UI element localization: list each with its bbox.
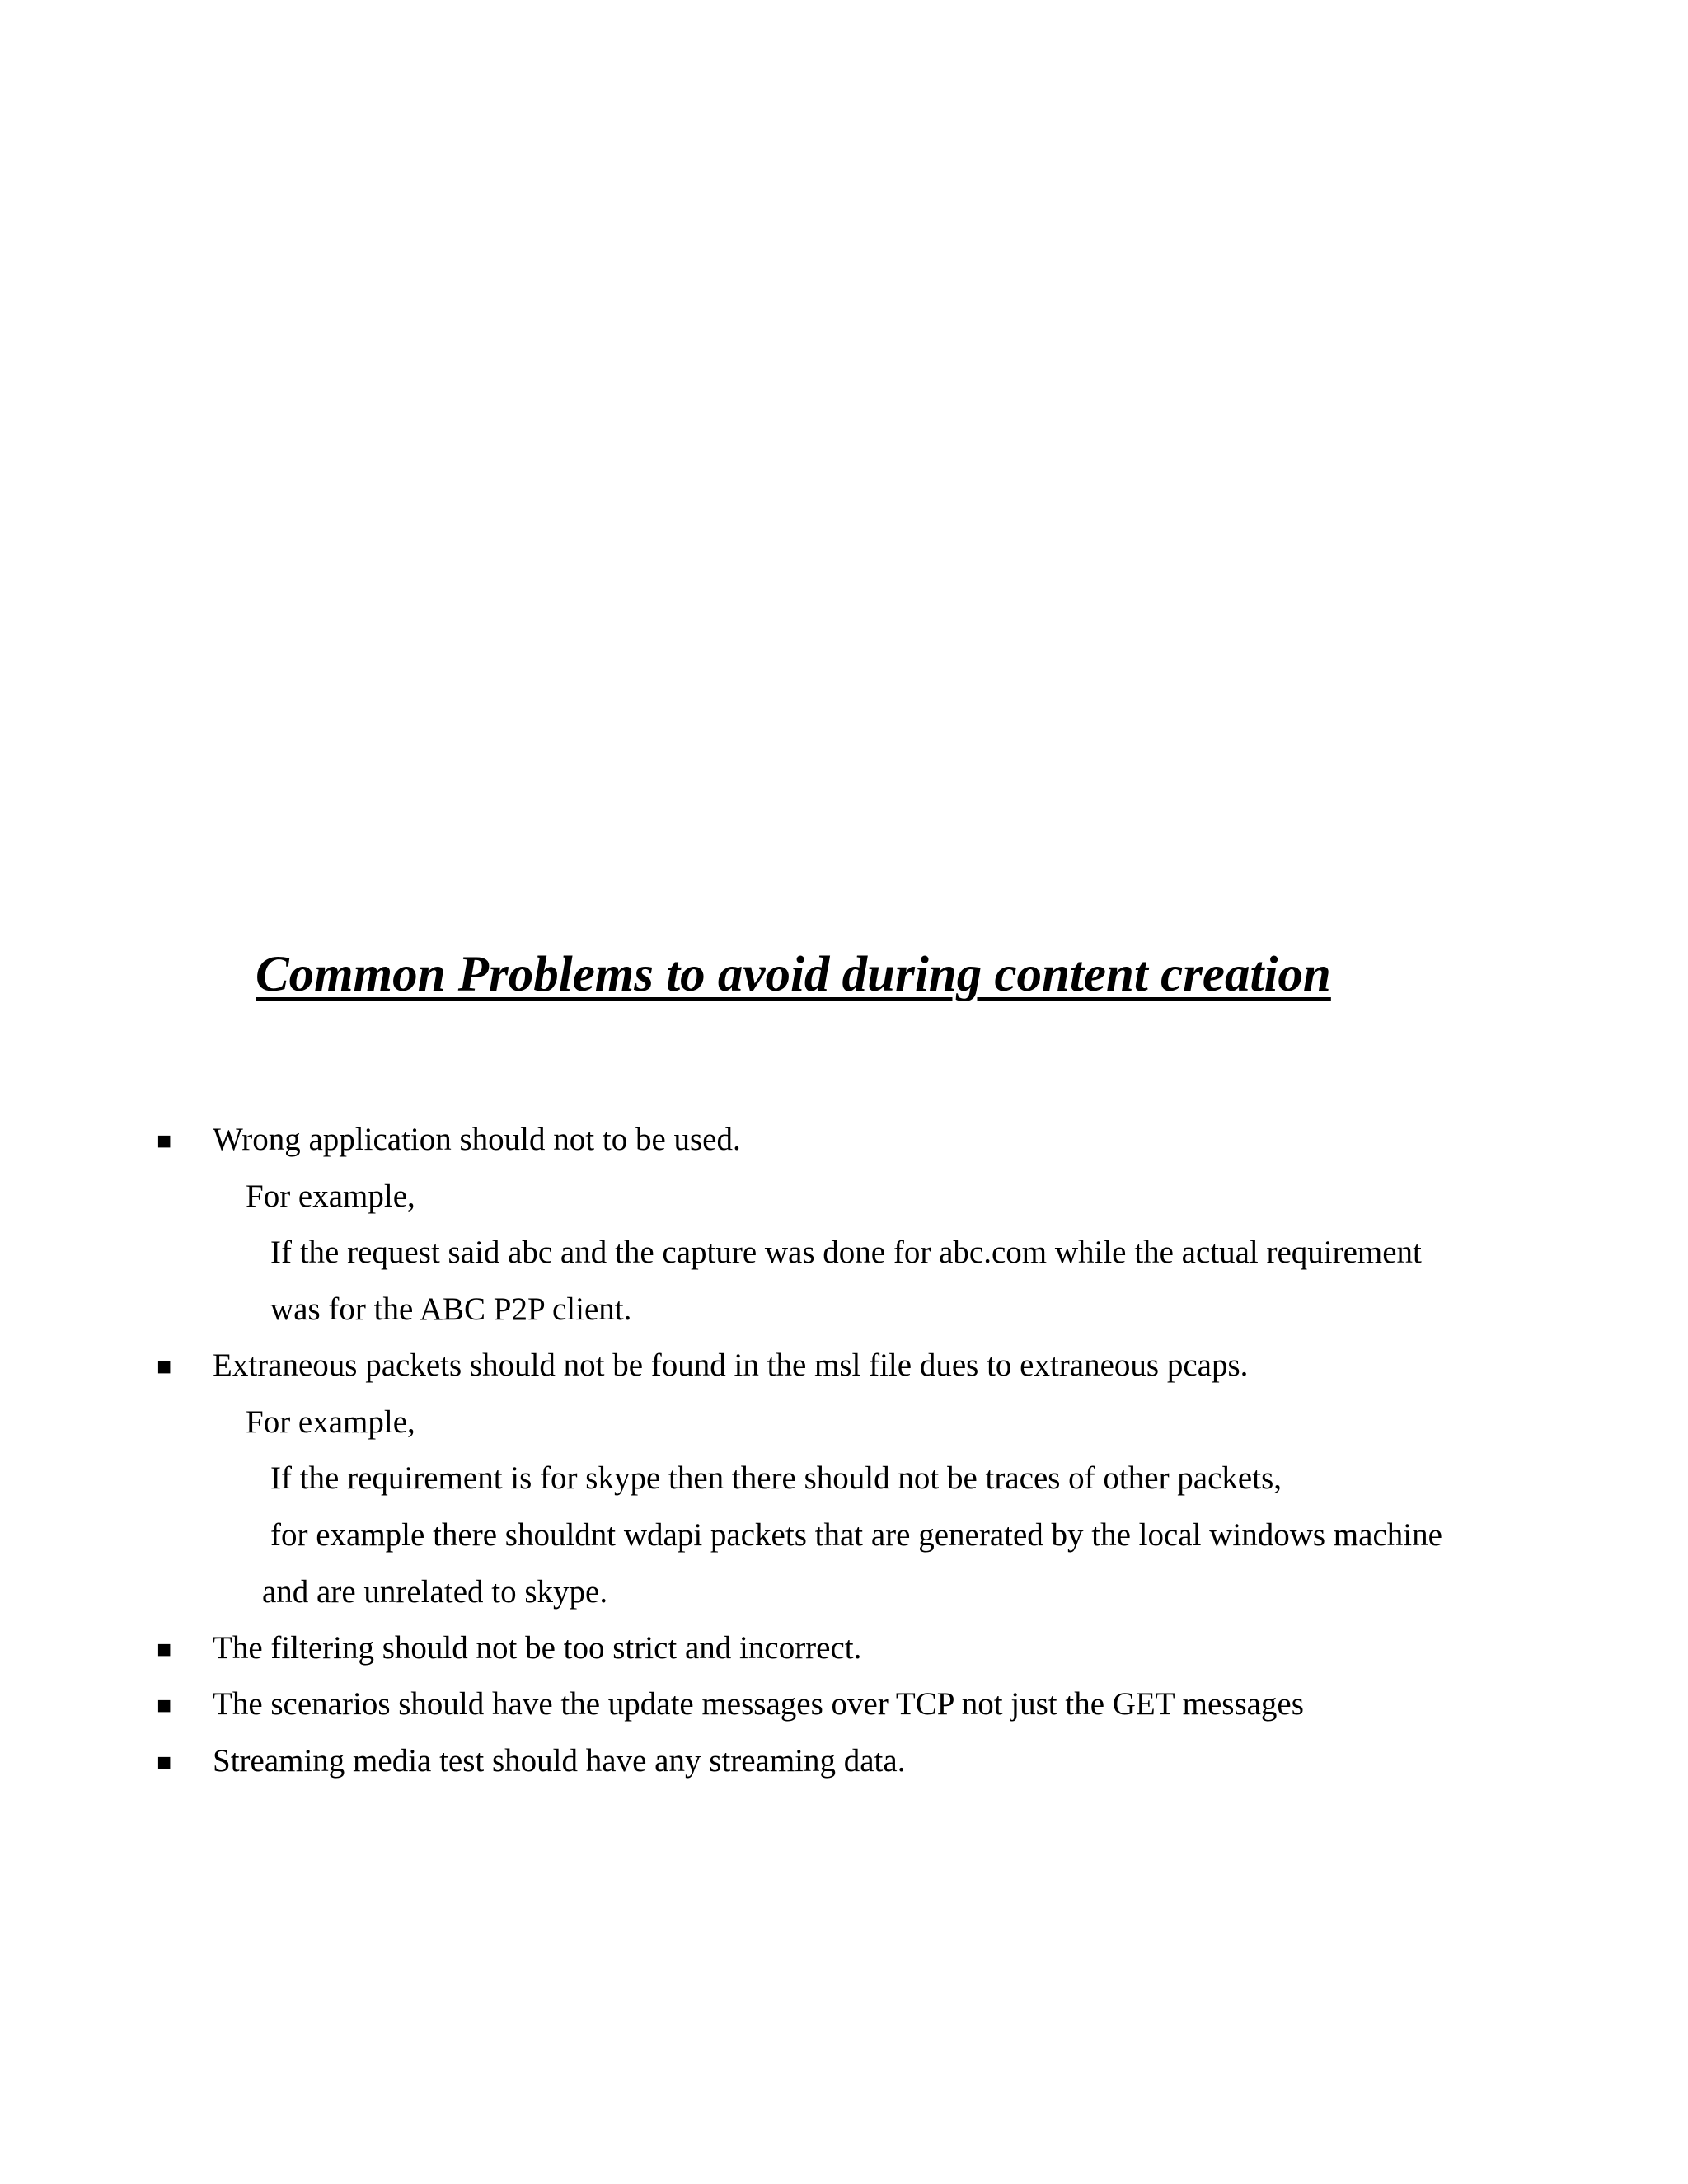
page-title: Common Problems to avoid during content creation [256,947,1331,1002]
bullet-icon: ■ [157,1749,172,1776]
bullet-item-text: The filtering should not be too strict and incorrect. [213,1630,862,1666]
example-line: for example there shouldnt wdapi packets that are generated by the local windows machine [270,1517,1442,1553]
bullet-icon: ■ [157,1353,172,1380]
bullet-item-text: The scenarios should have the update messages over TCP not just the GET messages [213,1686,1304,1722]
bullet-icon: ■ [157,1127,172,1155]
bullet-item-text: Streaming media test should have any streaming data. [213,1743,906,1779]
bullet-icon: ■ [157,1636,172,1663]
example-line: If the requirement is for skype then there should not be traces of other packets, [270,1460,1282,1496]
bullet-icon: ■ [157,1692,172,1719]
example-line: and are unrelated to skype. [262,1574,608,1610]
example-line: was for the ABC P2P client. [270,1291,632,1327]
example-label: For example, [246,1404,415,1440]
bullet-item-text: Extraneous packets should not be found in the msl file dues to extraneous pcaps. [213,1347,1249,1383]
example-label: For example, [246,1179,415,1214]
example-line: If the request said abc and the capture was done for abc.com while the actual requirement [270,1235,1422,1270]
bullet-item-text: Wrong application should not to be used. [213,1122,741,1157]
